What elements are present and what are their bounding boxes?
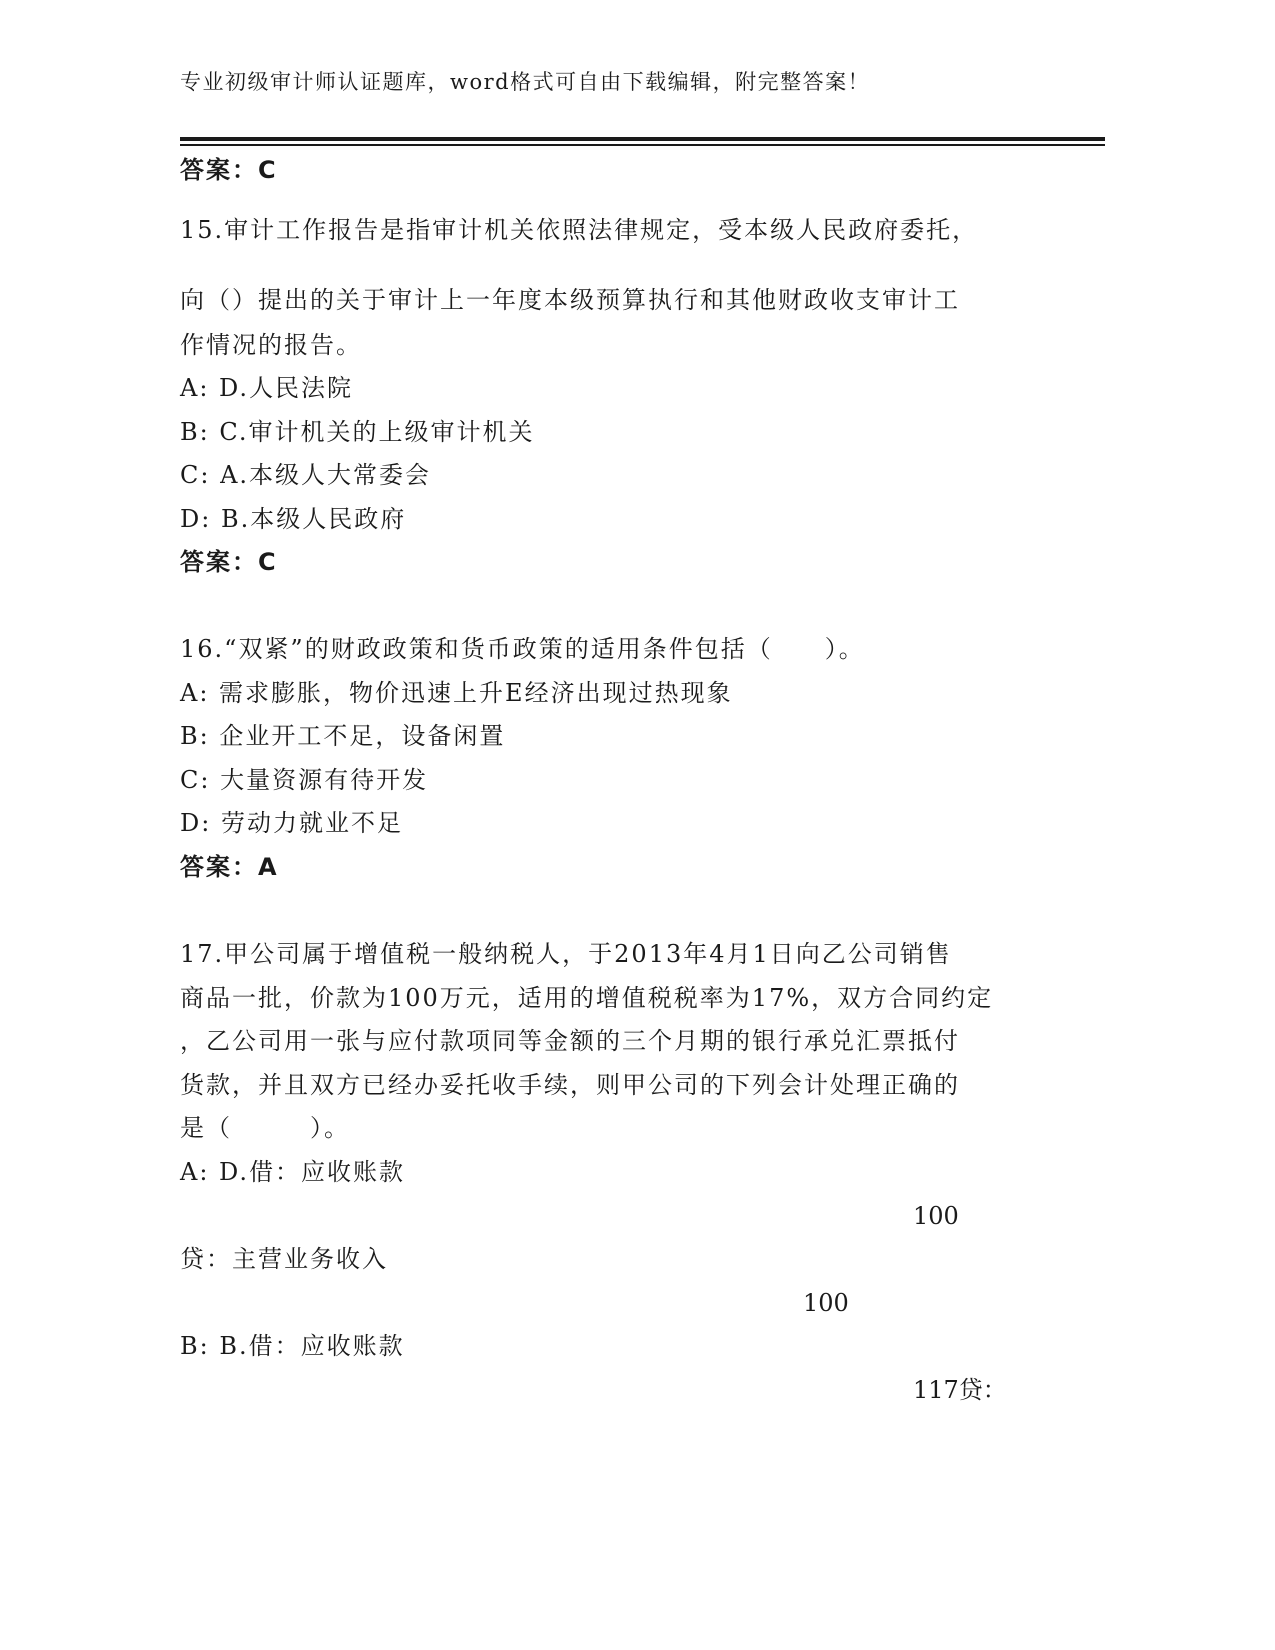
q17-option-b-amount: 117贷：	[913, 1376, 1007, 1404]
q16-option-c: C: 大量资源有待开发	[180, 766, 429, 794]
q16-option-a: A: 需求膨胀，物价迅速上升E经济出现过热现象	[180, 679, 733, 707]
q15-answer: 答案：C	[180, 548, 278, 576]
page-header: 专业初级审计师认证题库，word格式可自由下载编辑，附完整答案！	[180, 70, 871, 94]
q17-text-line: 是（ ）。	[180, 1114, 350, 1142]
q15-text-line: 作情况的报告。	[180, 331, 362, 359]
q17-option-a-amount: 100	[913, 1202, 959, 1230]
q15-option-a: A: D.人民法院	[180, 374, 354, 402]
q17-text-line: 商品一批，价款为100万元，适用的增值税税率为17%，双方合同约定	[180, 984, 994, 1012]
q17-option-a-credit-amount: 100	[803, 1289, 849, 1317]
q16-option-b: B: 企业开工不足，设备闲置	[180, 722, 506, 750]
q15-option-c: C: A.本级人大常委会	[180, 461, 432, 489]
q17-option-a-credit: 贷：主营业务收入	[180, 1245, 388, 1273]
previous-answer: 答案：C	[180, 156, 278, 184]
q15-text-line: 15.审计工作报告是指审计机关依照法律规定，受本级人民政府委托，	[180, 216, 979, 244]
q15-option-d: D: B.本级人民政府	[180, 505, 407, 533]
q17-text-line: 货款，并且双方已经办妥托收手续，则甲公司的下列会计处理正确的	[180, 1071, 960, 1099]
q17-option-b: B: B.借：应收账款	[180, 1332, 405, 1360]
header-rule-thin	[180, 144, 1105, 146]
q16-answer: 答案：A	[180, 853, 279, 881]
q16-option-d: D: 劳动力就业不足	[180, 809, 403, 837]
q17-text-line: 17.甲公司属于增值税一般纳税人，于2013年4月1日向乙公司销售	[180, 940, 952, 968]
q17-option-a: A: D.借：应收账款	[180, 1158, 406, 1186]
q15-option-b: B: C.审计机关的上级审计机关	[180, 418, 535, 446]
header-rule-thick	[180, 137, 1105, 141]
q15-text-line: 向（）提出的关于审计上一年度本级预算执行和其他财政收支审计工	[180, 286, 960, 314]
q16-text-line: 16.“双紧”的财政政策和货币政策的适用条件包括（ ）。	[180, 635, 865, 663]
q17-text-line: ，乙公司用一张与应付款项同等金额的三个月期的银行承兑汇票抵付	[180, 1027, 960, 1055]
